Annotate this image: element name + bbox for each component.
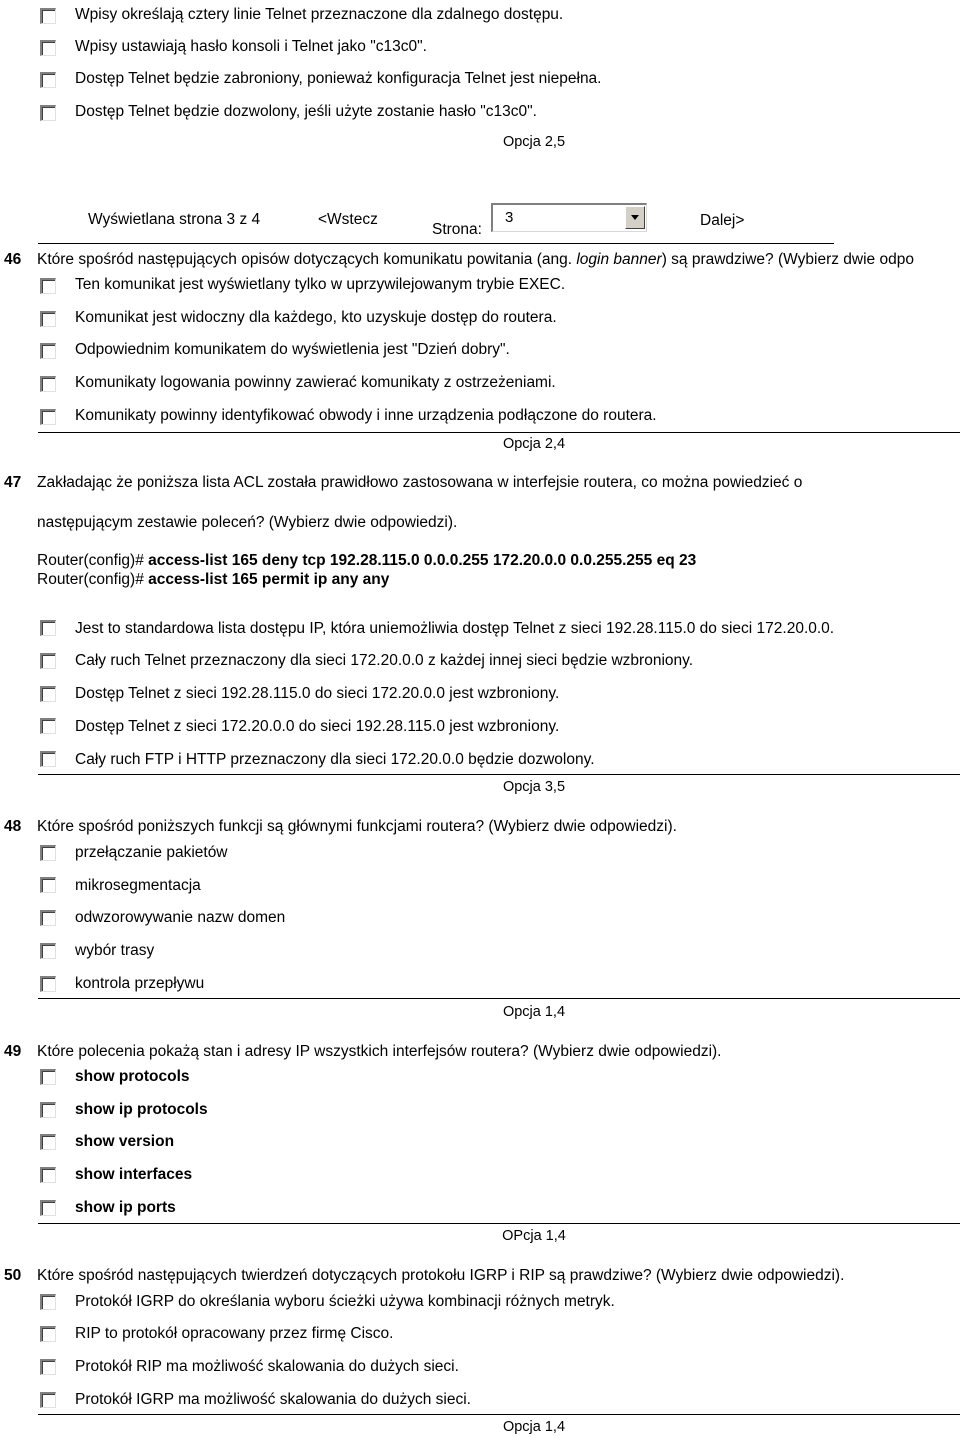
answer-checkbox[interactable] [40,1326,56,1342]
option-text: Komunikaty logowania powinny zawierać komunikaty z ostrzeżeniami. [75,374,556,391]
page-select[interactable] [491,203,647,232]
back-link[interactable]: <Wstecz [318,211,378,228]
answer-key: Opcja 1,4 [502,1419,566,1435]
answer-checkbox[interactable] [40,343,56,359]
question-text: Które spośród następujących opisów dotyczących komunikatu powitania (ang. login banner) są prawdziwe? (Wybierz dwie odpo [37,251,914,268]
answer-checkbox[interactable] [40,278,56,294]
answer-checkbox[interactable] [40,976,56,992]
option-text: Dostęp Telnet z sieci 172.20.0.0 do sieci 192.28.115.0 jest wzbroniony. [75,718,560,735]
option-text: show protocols [75,1068,190,1085]
answer-checkbox[interactable] [40,1392,56,1408]
next-link[interactable]: Dalej> [700,212,745,229]
answer-checkbox[interactable] [40,1134,56,1150]
option-text: kontrola przepływu [75,975,205,992]
option-text: show interfaces [75,1166,193,1183]
question-number: 50 [4,1267,22,1284]
answer-checkbox[interactable] [40,1167,56,1183]
question-divider [38,432,960,433]
chevron-down-icon[interactable] [625,206,645,229]
answer-checkbox[interactable] [40,1069,56,1085]
option-text: Cały ruch Telnet przeznaczony dla sieci 172.20.0.0 z każdej innej sieci będzie wzbroniony. [75,652,694,669]
option-text: Odpowiednim komunikatem do wyświetlenia jest "Dzień dobry". [75,341,510,358]
question-text: Które spośród poniższych funkcji są głównymi funkcjami routera? (Wybierz dwie odpowiedzi). [37,818,677,835]
answer-checkbox[interactable] [40,718,56,734]
answer-checkbox[interactable] [40,653,56,669]
page-label: Strona: [432,221,482,238]
option-text: przełączanie pakietów [75,844,228,861]
option-text: Dostęp Telnet będzie zabroniony, ponieważ konfiguracja Telnet jest niepełna. [75,70,602,87]
question-divider [38,998,960,999]
answer-checkbox[interactable] [40,8,56,24]
question-number: 48 [4,818,22,835]
answer-checkbox[interactable] [40,1294,56,1310]
answer-checkbox[interactable] [40,943,56,959]
option-text: show ip protocols [75,1101,208,1118]
answer-checkbox[interactable] [40,1359,56,1375]
option-text: Wpisy ustawiają hasło konsoli i Telnet jako "c13c0". [75,38,427,55]
option-text: Cały ruch FTP i HTTP przeznaczony dla sieci 172.20.0.0 będzie dozwolony. [75,751,595,768]
option-text: Ten komunikat jest wyświetlany tylko w uprzywilejowanym trybie EXEC. [75,276,566,293]
answer-checkbox[interactable] [40,1200,56,1216]
question-text-continued: następującym zestawie poleceń? (Wybierz dwie odpowiedzi). [37,514,458,531]
question-divider [38,1223,960,1224]
option-text: Wpisy określają cztery linie Telnet przeznaczone dla zdalnego dostępu. [75,6,564,23]
option-text: Protokół IGRP do określania wyboru ścieżki używa kombinacji różnych metryk. [75,1293,615,1310]
question-text: Zakładając że poniższa lista ACL została prawidłowo zastosowana w interfejsie routera, co można powiedzieć o [37,474,803,491]
option-text: mikrosegmentacja [75,877,201,894]
option-text: Dostęp Telnet będzie dozwolony, jeśli użyte zostanie hasło "c13c0". [75,103,537,120]
option-text: wybór trasy [75,942,155,959]
option-text: Dostęp Telnet z sieci 192.28.115.0 do sieci 172.20.0.0 jest wzbroniony. [75,685,560,702]
question-divider [38,774,960,775]
option-text: Komunikat jest widoczny dla każdego, kto uzyskuje dostęp do routera. [75,309,557,326]
answer-checkbox[interactable] [40,40,56,56]
answer-checkbox[interactable] [40,409,56,425]
option-text: odwzorowywanie nazw domen [75,909,286,926]
answer-checkbox[interactable] [40,910,56,926]
question-text: Które spośród następujących twierdzeń dotyczących protokołu IGRP i RIP są prawdziwe? (Wybierz dwie odpowiedzi). [37,1267,845,1284]
question-number: 49 [4,1043,22,1060]
pager-divider [38,243,834,244]
question-text: Które polecenia pokażą stan i adresy IP wszystkich interfejsów routera? (Wybierz dwie odpowiedzi). [37,1043,722,1060]
question-divider [38,1414,960,1415]
answer-checkbox[interactable] [40,877,56,893]
answer-checkbox[interactable] [40,845,56,861]
option-text: Jest to standardowa lista dostępu IP, która uniemożliwia dostęp Telnet z sieci 192.28.115.0 do sieci 172.20.0.0. [75,620,835,637]
option-text: show version [75,1133,175,1150]
answer-checkbox[interactable] [40,751,56,767]
page-info: Wyświetlana strona 3 z 4 [88,211,261,228]
question-number: 47 [4,474,22,491]
option-text: RIP to protokół opracowany przez firmę Cisco. [75,1325,394,1342]
answer-key: Opcja 1,4 [502,1004,566,1020]
answer-checkbox[interactable] [40,72,56,88]
answer-checkbox[interactable] [40,1102,56,1118]
config-command: Router(config)# access-list 165 permit ip any any [37,571,390,588]
option-text: Protokół IGRP ma możliwość skalowania do dużych sieci. [75,1391,471,1408]
answer-key: Opcja 2,4 [502,436,566,452]
config-command: Router(config)# access-list 165 deny tcp 192.28.115.0 0.0.0.255 172.20.0.0 0.0.255.255 eq 23 [37,552,697,569]
option-text: Komunikaty powinny identyfikować obwody i inne urządzenia podłączone do routera. [75,407,657,424]
answer-key: Opcja 2,5 [502,134,566,150]
answer-checkbox[interactable] [40,311,56,327]
option-text: show ip ports [75,1199,176,1216]
answer-checkbox[interactable] [40,686,56,702]
answer-checkbox[interactable] [40,376,56,392]
answer-key: Opcja 3,5 [502,779,566,795]
question-number: 46 [4,251,22,268]
option-text: Protokół RIP ma możliwość skalowania do dużych sieci. [75,1358,459,1375]
page-select-value: 3 [505,209,514,226]
answer-checkbox[interactable] [40,620,56,636]
answer-checkbox[interactable] [40,105,56,121]
answer-key: OPcja 1,4 [502,1228,566,1244]
